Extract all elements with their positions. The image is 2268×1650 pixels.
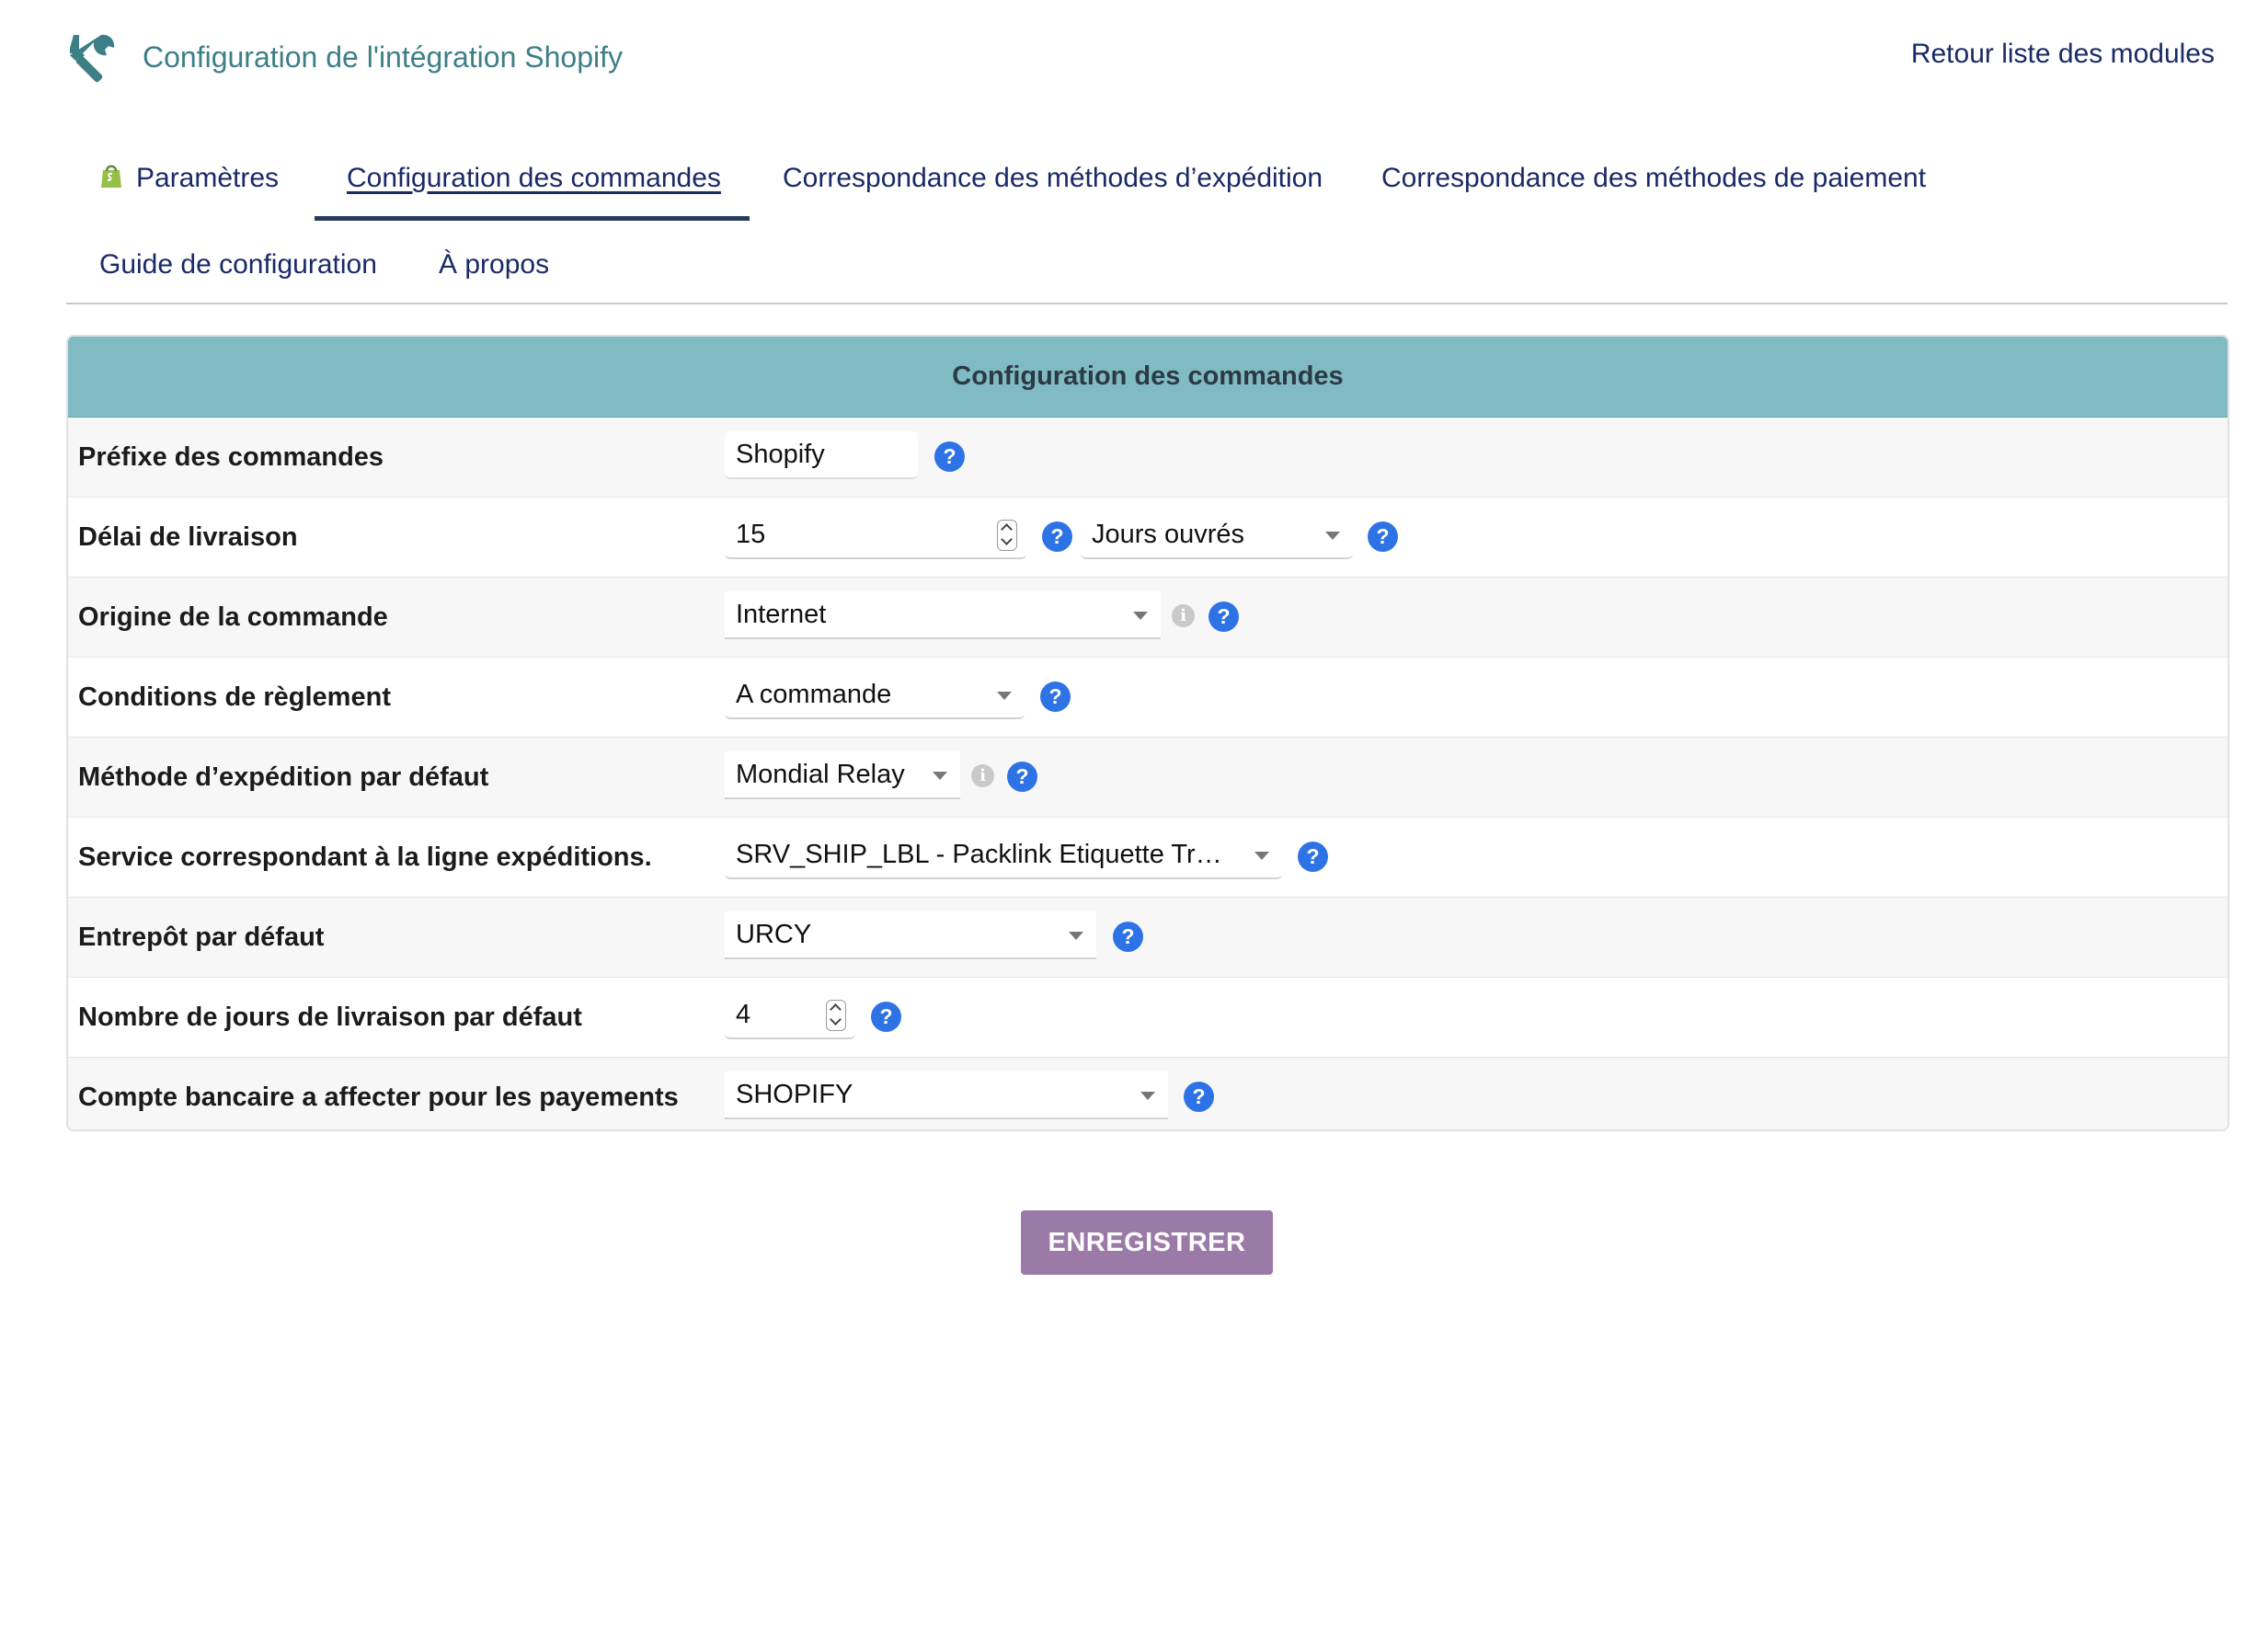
select-value: Mondial Relay [736,759,905,789]
setting-row-delivery-delay [68,498,2228,578]
input-value: 15 [736,519,766,549]
help-icon[interactable]: ? [1007,762,1037,792]
number-stepper-icon[interactable] [997,520,1017,551]
payment-terms-select[interactable] [725,671,1025,719]
order-origin-select[interactable] [725,591,1161,639]
shipping-method-select[interactable] [725,751,960,799]
setting-row-default-delivery-days [68,978,2228,1058]
chevron-down-icon [997,692,1012,700]
help-icon[interactable]: ? [1208,602,1239,632]
warehouse-select[interactable] [725,911,1096,959]
select-value: Jours ouvrés [1092,519,1245,549]
row-label: Délai de livraison [78,522,298,552]
bank-account-select[interactable] [725,1071,1168,1119]
delivery-delay-input[interactable] [725,511,1026,559]
help-icon[interactable]: ? [1298,842,1328,872]
help-icon[interactable]: ? [1042,521,1072,552]
shipping-service-select[interactable] [725,831,1282,879]
row-label: Nombre de jours de livraison par défaut [78,1003,582,1032]
help-icon[interactable]: ? [934,441,965,472]
settings-table [68,418,2228,1131]
help-icon[interactable]: ? [1368,521,1398,552]
input-value: Shopify [736,439,825,469]
tab-methodes-expedition[interactable] [783,153,1323,204]
help-icon[interactable]: ? [871,1002,901,1032]
number-stepper-icon[interactable] [826,1000,846,1031]
setting-row-bank-account [68,1058,2228,1131]
save-button[interactable]: ENREGISTRER [1021,1210,1273,1275]
row-label: Origine de la commande [78,602,388,632]
row-label: Compte bancaire a affecter pour les payements [78,1083,679,1112]
tab-configuration-commandes[interactable] [347,153,721,204]
order-config-panel [66,335,2229,1131]
setting-row-order-origin [68,578,2228,658]
tab-label: Guide de configuration [99,249,377,280]
tab-a-propos[interactable] [439,239,549,291]
chevron-down-icon [933,772,947,780]
chevron-down-icon [1325,532,1340,540]
panel-title: Configuration des commandes [68,337,2228,418]
help-icon[interactable]: ? [1184,1082,1214,1112]
back-to-modules-link[interactable]: Retour liste des modules [1910,39,2215,69]
setting-row-default-warehouse [68,898,2228,978]
select-value: URCY [736,919,812,949]
tab-guide-configuration[interactable] [99,239,377,291]
help-icon[interactable]: ? [1040,682,1071,712]
row-label: Service correspondant à la ligne expéditions. [78,842,652,872]
select-value: SHOPIFY [736,1079,853,1109]
chevron-down-icon [1140,1092,1155,1100]
setting-row-payment-terms [68,658,2228,738]
row-label: Entrepôt par défaut [78,922,325,952]
tab-label: Correspondance des méthodes d’expédition [783,163,1323,193]
chevron-down-icon [1254,852,1269,860]
tab-label: Correspondance des méthodes de paiement [1381,163,1927,193]
chevron-down-icon [1069,932,1083,940]
row-label: Préfixe des commandes [78,442,384,472]
tab-label: Paramètres [136,163,280,193]
delay-unit-select[interactable] [1081,511,1353,559]
chevron-down-icon [1133,612,1148,620]
setting-row-shipping-service [68,818,2228,898]
tab-methodes-paiement[interactable] [1381,153,1926,204]
info-icon: i [971,764,994,787]
tools-icon [66,31,118,83]
row-label: Méthode d’expédition par défaut [78,762,489,792]
row-label: Conditions de règlement [78,682,391,712]
delivery-days-input[interactable] [725,991,855,1039]
active-tab-indicator [315,216,750,221]
setting-row-order-prefix [68,418,2228,498]
tabs-divider [66,303,2228,304]
order-prefix-input[interactable] [725,431,918,479]
tab-parametres[interactable] [99,153,279,204]
input-value: 4 [736,999,751,1029]
select-value: SRV_SHIP_LBL - Packlink Etiquette Tr… [736,839,1222,869]
help-icon[interactable]: ? [1113,922,1143,952]
select-value: Internet [736,599,827,629]
tab-label: Configuration des commandes [347,163,721,193]
setting-row-default-shipping-method [68,738,2228,818]
tab-label: À propos [439,249,550,280]
info-icon: i [1172,604,1195,627]
select-value: A commande [736,679,892,709]
shopify-bag-icon [99,163,123,189]
page-title: Configuration de l'intégration Shopify [143,40,623,74]
